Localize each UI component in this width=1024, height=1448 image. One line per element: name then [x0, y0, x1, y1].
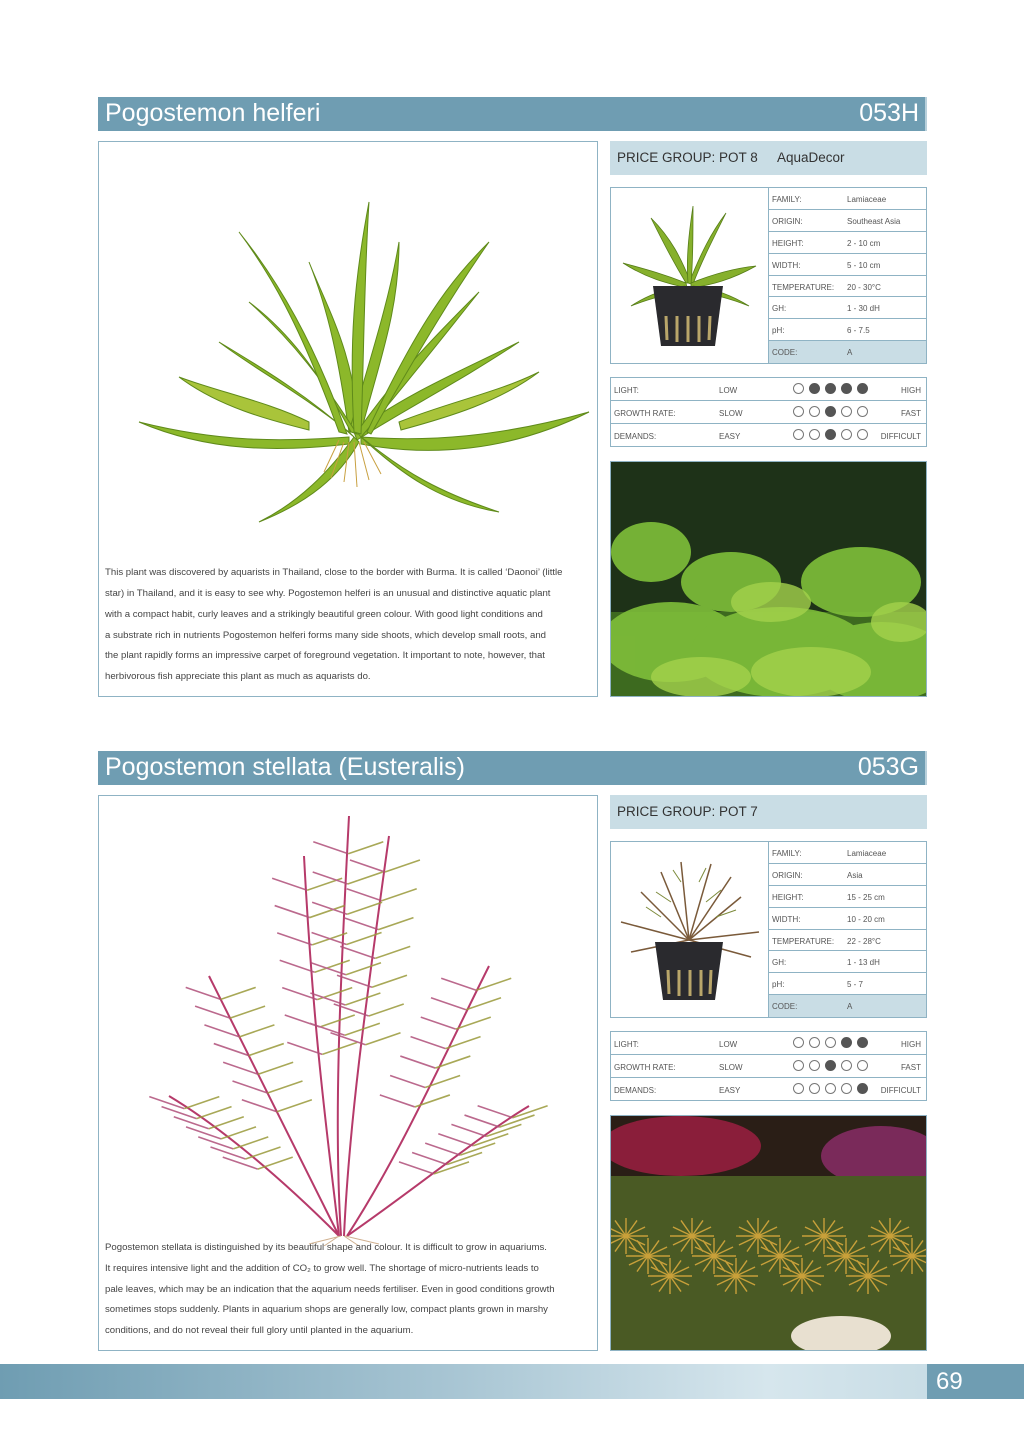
rating-dot-empty [793, 1083, 804, 1094]
info-row [768, 254, 926, 276]
aquarium-photo [610, 461, 927, 697]
rating-dot-empty [793, 429, 804, 440]
rating-dot-filled [809, 383, 820, 394]
plant-code: 053G [857, 753, 919, 781]
rating-low-label: SLOW [719, 1063, 743, 1072]
info-value: 6 - 7.5 [847, 326, 870, 336]
rating-dot-empty [841, 429, 852, 440]
info-value: 5 - 10 cm [847, 260, 881, 270]
rating-dot-empty [825, 1083, 836, 1094]
info-key: TEMPERATURE: [772, 282, 835, 292]
aquarium-photo-image [611, 462, 926, 696]
rating-high-label: DIFFICULT [880, 1086, 921, 1095]
rating-dot-empty [857, 429, 868, 440]
info-value: 5 - 7 [847, 980, 864, 990]
rating-label: GROWTH RATE: [614, 1063, 676, 1072]
info-key: pH: [772, 980, 785, 990]
info-key: ORIGIN: [772, 216, 803, 226]
rating-dots [793, 406, 873, 419]
info-value: A [847, 1002, 853, 1012]
rating-dots [793, 1083, 873, 1096]
rating-dot-filled [825, 383, 836, 394]
info-value: 1 - 13 dH [847, 958, 880, 968]
plant-illustration-stellata [99, 796, 597, 1246]
info-value: 10 - 20 cm [847, 914, 885, 924]
info-row [768, 232, 926, 254]
plant-illustration-helferi [99, 142, 597, 562]
rating-dots [793, 383, 873, 396]
rating-dot-filled [857, 1083, 868, 1094]
aquarium-photo [610, 1115, 927, 1351]
info-value: 2 - 10 cm [847, 238, 881, 248]
info-row [768, 864, 926, 886]
info-key: WIDTH: [772, 260, 801, 270]
rating-dot-filled [841, 1037, 852, 1048]
rating-dot-empty [809, 429, 820, 440]
rating-dot-empty [809, 1060, 820, 1071]
rating-dot-empty [857, 406, 868, 417]
rating-dot-empty [841, 1060, 852, 1071]
info-value: Asia [847, 870, 863, 880]
rating-dot-empty [809, 1083, 820, 1094]
price-group-bar [610, 795, 927, 829]
info-row [768, 973, 926, 995]
info-key: FAMILY: [772, 849, 802, 858]
rating-row [611, 424, 926, 447]
plant-code: 053H [859, 99, 919, 127]
description-line: This plant was discovered by aquarists in Thailand, close to the border with Burma. It is called ‘Daonoi’ (little [105, 567, 563, 579]
rating-row [611, 1078, 926, 1101]
info-row [768, 341, 926, 363]
rating-low-label: EASY [719, 432, 741, 441]
price-group: PRICE GROUP: POT 8 [617, 150, 758, 165]
rating-dot-empty [809, 1037, 820, 1048]
plant-description [105, 1238, 591, 1342]
potted-plant-photo [611, 188, 766, 363]
info-key: GH: [772, 958, 787, 968]
info-key: ORIGIN: [772, 870, 803, 880]
aquarium-photo-image [611, 1116, 926, 1350]
info-row [768, 842, 926, 864]
rating-dots [793, 1060, 873, 1073]
description-line: Pogostemon stellata is distinguished by its beautiful shape and colour. It is difficult to grow in aquariums. [105, 1242, 547, 1254]
description-line: It requires intensive light and the addition of CO₂ to grow well. The shortage of micro-nutrients leads to [105, 1262, 539, 1274]
rating-row [611, 401, 926, 424]
plant-title-bar [98, 97, 927, 131]
info-value: Lamiaceae [847, 195, 887, 204]
plant-ratings [610, 377, 927, 447]
rating-dot-empty [793, 1037, 804, 1048]
info-key: WIDTH: [772, 914, 801, 924]
info-value: Southeast Asia [847, 216, 901, 226]
info-value: A [847, 348, 853, 358]
plant-title-bar [98, 751, 927, 785]
info-row [768, 210, 926, 232]
info-row [768, 908, 926, 930]
rating-low-label: SLOW [719, 409, 743, 418]
info-key: FAMILY: [772, 195, 802, 204]
rating-dot-filled [841, 383, 852, 394]
rating-dot-empty [841, 406, 852, 417]
rating-label: DEMANDS: [614, 432, 657, 441]
rating-dot-empty [809, 406, 820, 417]
rating-dot-empty [793, 1060, 804, 1071]
page-footer-bar [0, 1364, 1024, 1399]
info-row [768, 276, 926, 298]
rating-label: DEMANDS: [614, 1086, 657, 1095]
rating-dots [793, 1037, 873, 1050]
plant-illustration-panel [98, 795, 598, 1351]
description-line: star) in Thailand, and it is easy to see why. Pogostemon helferi is an unusual and distinctive aquatic plant [105, 588, 551, 600]
rating-dot-empty [793, 383, 804, 394]
rating-dot-filled [825, 429, 836, 440]
info-key: CODE: [772, 1002, 798, 1012]
description-line: pale leaves, which may be an indication that the aquarium needs fertiliser. Even in good conditions growth [105, 1283, 555, 1295]
rating-dots [793, 429, 873, 442]
info-key: HEIGHT: [772, 238, 804, 248]
price-group: PRICE GROUP: POT 7 [617, 804, 758, 819]
rating-high-label: DIFFICULT [880, 432, 921, 441]
plant-name: Pogostemon stellata (Eusteralis) [105, 753, 465, 781]
rating-dot-filled [825, 1060, 836, 1071]
info-key: CODE: [772, 348, 798, 358]
info-value: 22 - 28°C [847, 936, 881, 946]
rating-dot-empty [825, 1037, 836, 1048]
info-key: HEIGHT: [772, 892, 804, 902]
info-row [768, 995, 926, 1017]
info-value: 15 - 25 cm [847, 892, 885, 902]
page-number-box [927, 1364, 1024, 1399]
rating-dot-empty [793, 406, 804, 417]
description-line: herbivorous fish appreciate this plant as much as aquarists do. [105, 671, 371, 683]
rating-row [611, 1055, 926, 1078]
info-row [768, 930, 926, 952]
price-group-bar [610, 141, 927, 175]
plant-description [105, 563, 591, 688]
rating-low-label: LOW [719, 1040, 738, 1049]
plant-info-table [768, 188, 926, 363]
page-number: 69 [936, 1368, 963, 1395]
description-line: with a compact habit, curly leaves and a strikingly beautiful green colour. With good light conditions and [105, 608, 543, 620]
info-value: Lamiaceae [847, 849, 887, 858]
description-line: conditions, and do not reveal their full glory until planted in the aquarium. [105, 1325, 414, 1337]
rating-label: LIGHT: [614, 1040, 639, 1049]
info-key: pH: [772, 326, 785, 336]
info-row [768, 886, 926, 908]
rating-label: GROWTH RATE: [614, 409, 676, 418]
rating-low-label: LOW [719, 386, 738, 395]
rating-high-label: FAST [900, 409, 921, 418]
rating-dot-filled [857, 1037, 868, 1048]
info-value: 1 - 30 dH [847, 304, 880, 314]
plant-ratings [610, 1031, 927, 1101]
plant-name: Pogostemon helferi [105, 99, 321, 127]
potted-plant-photo [611, 842, 766, 1017]
rating-dot-empty [857, 1060, 868, 1071]
plant-info-box [610, 841, 927, 1018]
info-row [768, 188, 926, 210]
rating-dot-empty [841, 1083, 852, 1094]
plant-info-table [768, 842, 926, 1017]
rating-label: LIGHT: [614, 386, 639, 395]
description-line: a substrate rich in nutrients Pogostemon helferi forms many side shoots, which develop small roots, and [105, 629, 546, 641]
info-row [768, 319, 926, 341]
rating-low-label: EASY [719, 1086, 741, 1095]
rating-row [611, 378, 926, 401]
description-line: sometimes stops suddenly. Plants in aquarium shops are generally low, compact plants grown in marshy [105, 1304, 548, 1316]
rating-dot-filled [857, 383, 868, 394]
plant-illustration-panel [98, 141, 598, 697]
brand-name: AquaDecor [777, 150, 845, 165]
plant-info-box [610, 187, 927, 364]
rating-high-label: FAST [900, 1063, 921, 1072]
info-key: GH: [772, 304, 787, 314]
rating-row [611, 1032, 926, 1055]
description-line: the plant rapidly forms an impressive carpet of foreground vegetation. It important to note, however, that [105, 650, 545, 662]
info-row [768, 951, 926, 973]
rating-dot-filled [825, 406, 836, 417]
rating-high-label: HIGH [901, 1040, 921, 1049]
info-key: TEMPERATURE: [772, 936, 835, 946]
info-value: 20 - 30°C [847, 282, 881, 292]
info-row [768, 297, 926, 319]
rating-high-label: HIGH [901, 386, 921, 395]
